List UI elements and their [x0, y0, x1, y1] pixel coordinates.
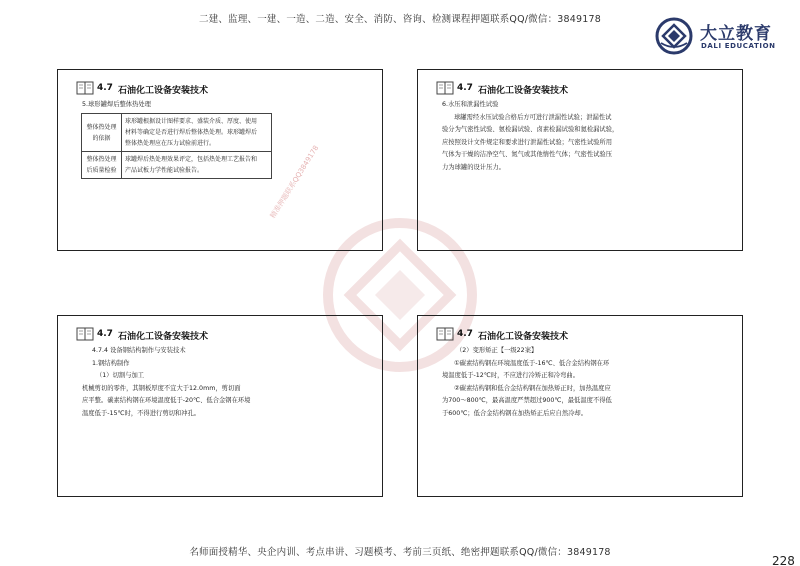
body-line: 球罐需经水压试验合格后方可进行泄漏性试验；泄漏性试: [454, 113, 612, 121]
header-banner: 二建、监理、一建、一造、二造、安全、消防、咨询、检测课程押题联系QQ/微信：3849178: [199, 14, 601, 25]
body-line: 于600℃；低合金结构钢在加热矫正后应自然冷却。: [442, 409, 588, 417]
body-line: （1）切割与加工: [96, 372, 145, 380]
table-key-line: 整体热处理: [86, 123, 117, 131]
body-line: 6.水压和泄漏性试验: [442, 101, 499, 108]
body-line: ②碳素结构钢和低合金结构钢在加热矫正时，加热温度应: [454, 384, 611, 392]
body-line: 验分为气密性试验、氨检漏试验、卤素检漏试验和氦检漏试验，: [442, 126, 619, 134]
slide-body: [442, 99, 618, 175]
body-line: ①碳素结构钢在环境温度低于-16℃、低合金结构钢在环: [454, 359, 610, 367]
table-key-line: 后质量检验: [86, 167, 117, 174]
slide-title: 石油化工设备安装技术: [118, 86, 209, 96]
body-line: （2）变形矫正【一级22案】: [456, 347, 538, 354]
book-icon: [436, 326, 454, 342]
table-key-line: 整体热处理: [86, 156, 117, 163]
body-line: 气体为干燥的洁净空气、氮气或其他惰性气体；气密性试验压: [442, 151, 613, 159]
table-key-line: 的依据: [92, 134, 111, 142]
book-icon: [76, 80, 94, 96]
body-line: 温度低于-15℃时，不得进行剪切和冲孔。: [82, 409, 201, 417]
table-value-line: 产品试板力学性能试验报告。: [125, 167, 204, 174]
body-line: 应按照设计文件规定和要求进行泄漏性试验；气密性试验所用: [442, 138, 613, 146]
body-line: 4.7.4 设备钢结构制作与安装技术: [92, 347, 186, 354]
table-value-line: 球罐焊后热处理效果评定，包括热处理工艺报告和: [125, 156, 258, 163]
body-line: 为700～800℃，最高温度严禁超过900℃，最低温度不得低: [442, 397, 612, 405]
heat-treatment-table: [81, 113, 272, 179]
section-number: 4.7: [457, 83, 473, 93]
section-number: 4.7: [457, 329, 473, 339]
table-key-cell: [82, 114, 122, 152]
table-value-line: 球形罐根据设计图样要求、盛装介质、厚度、使用: [125, 118, 258, 125]
dali-logo: [655, 17, 795, 57]
table-value-cell: [122, 152, 272, 179]
table-row: [82, 152, 272, 179]
slide-body: [442, 345, 612, 421]
dali-emblem-icon: [655, 17, 693, 55]
logo-english-name: DALI EDUCATION: [701, 42, 776, 50]
section-number: 4.7: [97, 83, 113, 93]
table-row: [82, 114, 272, 152]
slide-title: 石油化工设备安装技术: [118, 332, 209, 342]
body-line: 力为球罐的设计压力。: [442, 163, 505, 171]
table-value-cell: [122, 114, 272, 152]
logo-chinese-name: 大立教育: [700, 24, 772, 44]
slide-card: [417, 69, 743, 251]
book-icon: [76, 326, 94, 342]
body-line: 境温度低于-12℃时，不应进行冷矫正和冷弯曲。: [442, 372, 579, 380]
slide-title: 石油化工设备安装技术: [478, 86, 569, 96]
footer-banner: 名师面授精华、央企内训、考点串讲、习题模考、考前三页纸、绝密押题联系QQ/微信：3849178: [189, 547, 611, 558]
body-line: 1.钢结构制作: [92, 359, 130, 367]
table-key-cell: [82, 152, 122, 179]
watermark-text: 精准押题联系QQ3849178: [268, 144, 321, 220]
book-icon: [436, 80, 454, 96]
slide-card: [57, 69, 383, 251]
body-line: 机械剪切的零件，其钢板厚度不宜大于12.0mm，剪切面: [82, 384, 241, 392]
slide-card: [57, 315, 383, 497]
slide-subtitle: 5.球形罐焊后整体热处理: [82, 101, 151, 108]
table-value-line: 材料等确定是否进行焊后整体热处理。球形罐焊后: [125, 129, 258, 136]
page-number: 228: [772, 554, 795, 566]
slide-card: [417, 315, 743, 497]
slide-body: [82, 345, 250, 421]
body-line: 应平整。碳素结构钢在环境温度低于-20℃、低合金钢在环境: [82, 397, 251, 405]
table-value-line: 整体热处理应在压力试验前进行。: [125, 140, 216, 147]
section-number: 4.7: [97, 329, 113, 339]
slide-title: 石油化工设备安装技术: [478, 332, 569, 342]
